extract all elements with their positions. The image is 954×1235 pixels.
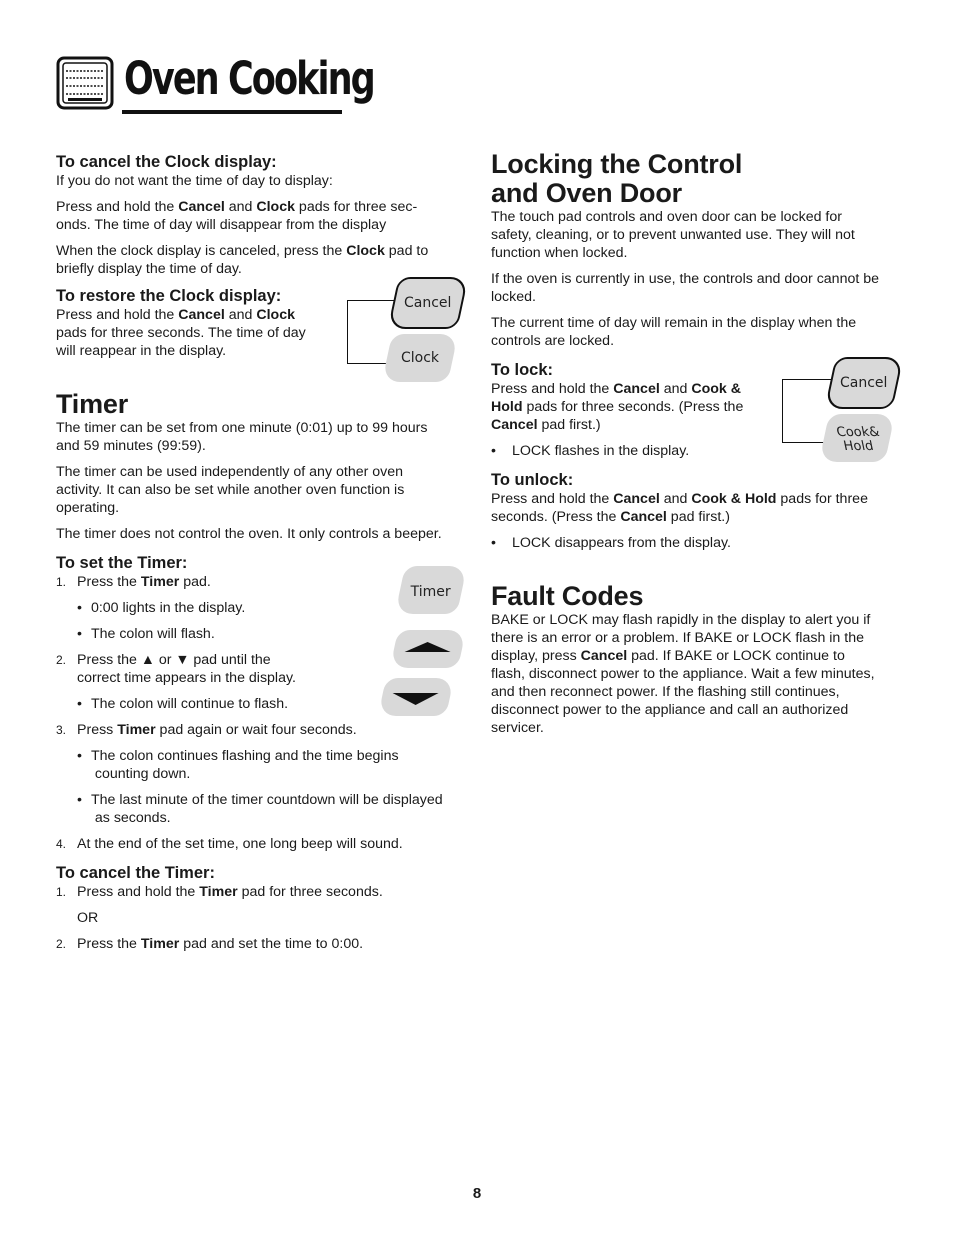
lock-cancel-pad: Cancel	[824, 357, 903, 409]
clock-p2: Press and hold the Cancel and Clock pads for three sec- onds. The time of day will disappear from the display	[56, 199, 418, 233]
cancel-pad: Cancel	[387, 277, 468, 329]
clock-pad: Clock	[382, 334, 458, 382]
lock-l1: Press and hold the Cancel and Cook & Hold pads for three seconds. (Press the Cancel pad first.)	[491, 381, 744, 433]
set-timer-heading: To set the Timer:	[56, 554, 188, 572]
page-number: 8	[472, 1185, 482, 1202]
fault-codes-heading: Fault Codes	[491, 581, 644, 611]
to-lock-heading: To lock:	[491, 361, 554, 379]
down-arrow-pad	[378, 678, 454, 716]
cancel-clock-heading: To cancel the Clock display:	[56, 153, 277, 171]
list-item: • LOCK flashes in the display.	[491, 443, 690, 459]
timer-p3: The timer does not control the oven. It only controls a beeper.	[56, 526, 442, 542]
up-arrow-pad	[390, 630, 466, 668]
or-text: OR	[77, 910, 99, 926]
oven-icon	[56, 56, 114, 110]
set-step-1: 1. Press the Timer pad.	[56, 574, 211, 590]
clock-p3: When the clock display is canceled, press the Clock pad to briefly display the time of day.	[56, 243, 429, 277]
clock-p4: Press and hold the Cancel and Clock pads for three seconds. The time of day will reappear in the display.	[56, 307, 306, 359]
list-item: • 0:00 lights in the display.	[77, 600, 246, 616]
set-step-4: 4. At the end of the set time, one long beep will sound.	[56, 836, 403, 852]
timer-pad: Timer	[395, 566, 467, 614]
to-unlock-heading: To unlock:	[491, 471, 574, 489]
page-title: Oven Cooking	[124, 52, 374, 105]
timer-p2: The timer can be used independently of any other oven activity. It can also be set while another oven function is operating.	[56, 464, 405, 516]
lock-p2: If the oven is currently in use, the controls and door cannot be locked.	[491, 271, 880, 305]
list-item: • The last minute of the timer countdown will be displayed as seconds.	[77, 792, 443, 826]
fault-p1: BAKE or LOCK may flash rapidly in the display to alert you if there is an error or a problem. If BAKE or LOCK flash in the display, press Cancel pad. If BAKE or LOCK continue to flash, disconnect power to the appliance. Wait a few minutes, and then reconnect power. If the flashing still continues, disconnect power to the appliance and call an authorized servicer.	[491, 612, 875, 736]
lock-p3: The current time of day will remain in the display when the controls are locked.	[491, 315, 857, 349]
list-item: • The colon will continue to flash.	[77, 696, 289, 712]
restore-clock-heading: To restore the Clock display:	[56, 287, 282, 305]
set-step-2: 2. Press the ▲ or ▼ pad until the correct time appears in the display.	[56, 652, 296, 686]
lock-heading: Locking the Control and Oven Door	[491, 149, 743, 208]
clock-p1: If you do not want the time of day to display:	[56, 173, 333, 189]
lock-pads-bracket	[782, 379, 831, 443]
left-column	[56, 152, 466, 961]
up-arrow-icon	[403, 630, 453, 672]
list-item: • LOCK disappears from the display.	[491, 535, 731, 551]
cancel-step-2: 2. Press the Timer pad and set the time to 0:00.	[56, 936, 364, 952]
timer-p1: The timer can be set from one minute (0:01) up to 99 hours and 59 minutes (99:59).	[56, 420, 428, 454]
down-arrow-icon	[391, 678, 441, 720]
lock-u1: Press and hold the Cancel and Cook & Hold pads for three seconds. (Press the Cancel pad first.)	[491, 491, 868, 525]
timer-heading: Timer	[56, 389, 129, 419]
cook-hold-pad: Cook& Hold	[819, 414, 895, 462]
list-item: • The colon will flash.	[77, 626, 215, 642]
set-step-3: 3. Press Timer pad again or wait four seconds.	[56, 722, 357, 738]
lock-p1: The touch pad controls and oven door can be locked for safety, cleaning, or to prevent unwanted use. They will not function when locked.	[491, 209, 855, 261]
list-item: • The colon continues flashing and the time begins counting down.	[77, 748, 399, 782]
cancel-step-1: 1. Press and hold the Timer pad for three seconds.	[56, 884, 383, 900]
cancel-timer-heading: To cancel the Timer:	[56, 864, 215, 882]
title-underline	[122, 110, 342, 114]
